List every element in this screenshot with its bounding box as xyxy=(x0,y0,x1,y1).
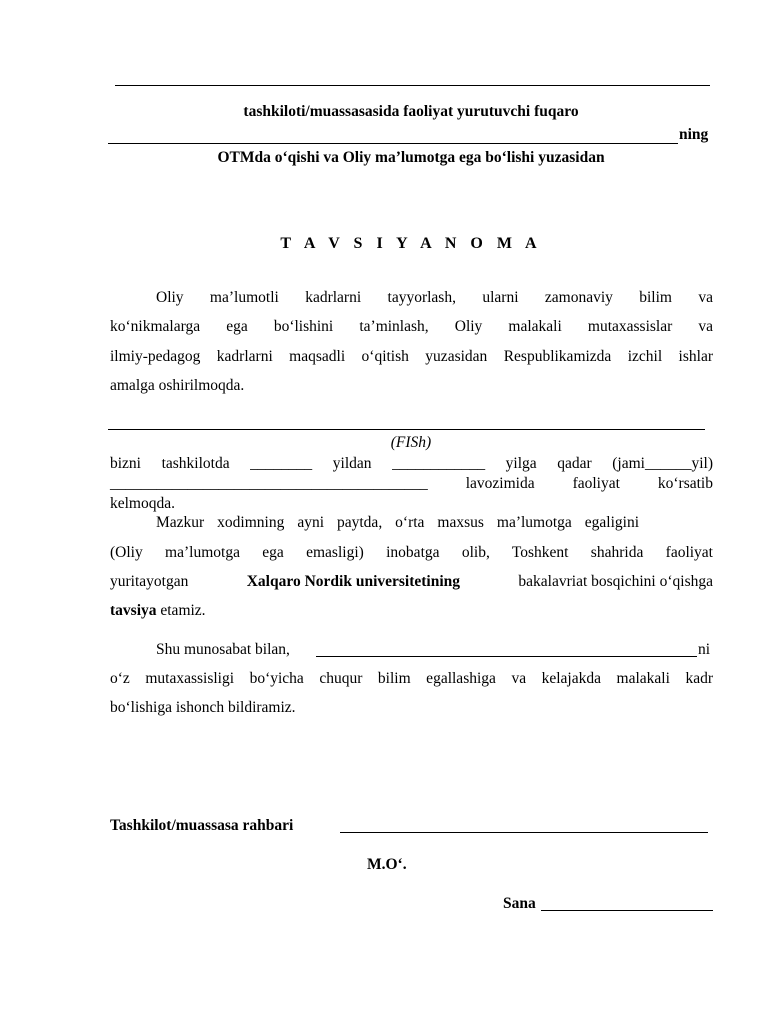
para3-line-3-post: bakalavriat bosqichini o‘qishga xyxy=(518,573,713,590)
university-name: Xalqaro Nordik universitetining xyxy=(246,573,461,590)
fish-blank-line xyxy=(108,429,705,430)
para3-line-1-text: Mazkur xodimning ayni paytda, o‘rta maxsus ma’lumotga egaligini xyxy=(156,514,639,531)
student-name-blank-line xyxy=(316,656,697,657)
para3-line-2: (Oliy ma’lumotga ega emasligi) inobatga olib, Toshkent shahrida faoliyat xyxy=(110,544,713,561)
fish-label: (FISh) xyxy=(390,434,432,451)
date-blank-line xyxy=(541,910,713,911)
para4-line-2: o‘z mutaxassisligi bo‘yicha chuqur bilim egallashiga va kelajakda malakali kadr xyxy=(110,670,713,687)
para2-line-1: bizni tashkilotda ________ yildan ____________ yilga qadar (jami______yil) xyxy=(110,455,713,472)
para1-line-3: ilmiy-pedagog kadrlarni maqsadli o‘qitish yuzasidan Respublikamizda izchil ishlar xyxy=(110,348,713,365)
header-line-1: tashkiloti/muassasasida faoliyat yurutuvchi fuqaro xyxy=(243,103,579,120)
stamp-label: M.O‘. xyxy=(367,856,407,873)
para3-line-1 xyxy=(156,515,639,531)
para4-line-1-post: ni xyxy=(698,641,711,658)
para2-line-3: kelmoqda. xyxy=(110,495,175,512)
para1-line-4: amalga oshirilmoqda. xyxy=(110,377,245,394)
document-title: T A V S I Y A N O M A xyxy=(280,235,542,252)
para3-line-3 xyxy=(110,574,713,590)
para3-line-4-post: etamiz. xyxy=(160,602,206,619)
header-line-2-suffix: ning xyxy=(679,126,709,143)
para1-line-2: ko‘nikmalarga ega bo‘lishini ta’minlash, Oliy malakali mutaxassislar va xyxy=(110,318,713,335)
para3-line-4 xyxy=(110,603,206,619)
date-label: Sana xyxy=(503,895,536,912)
para3-line-3-pre: yuritayotgan xyxy=(110,573,189,590)
para4-line-3: bo‘lishiga ishonch bildiramiz. xyxy=(110,699,296,716)
para2-line-2: _________________________________________ lavozimida faoliyat ko‘rsatib xyxy=(110,475,713,492)
head-signature-label: Tashkilot/muassasa rahbari xyxy=(110,817,294,834)
recommendation-word: tavsiya xyxy=(110,602,157,619)
org-name-blank-line xyxy=(115,85,710,86)
para4-line-1-pre: Shu munosabat bilan, xyxy=(156,641,290,658)
citizen-name-blank-line xyxy=(108,143,678,144)
head-signature-blank-line xyxy=(340,832,708,833)
header-line-3: OTMda o‘qishi va Oliy ma’lumotga ega bo‘lishi yuzasidan xyxy=(217,149,605,166)
para1-line-1: Oliy ma’lumotli kadrlarni tayyorlash, ularni zamonaviy bilim va xyxy=(156,289,713,306)
